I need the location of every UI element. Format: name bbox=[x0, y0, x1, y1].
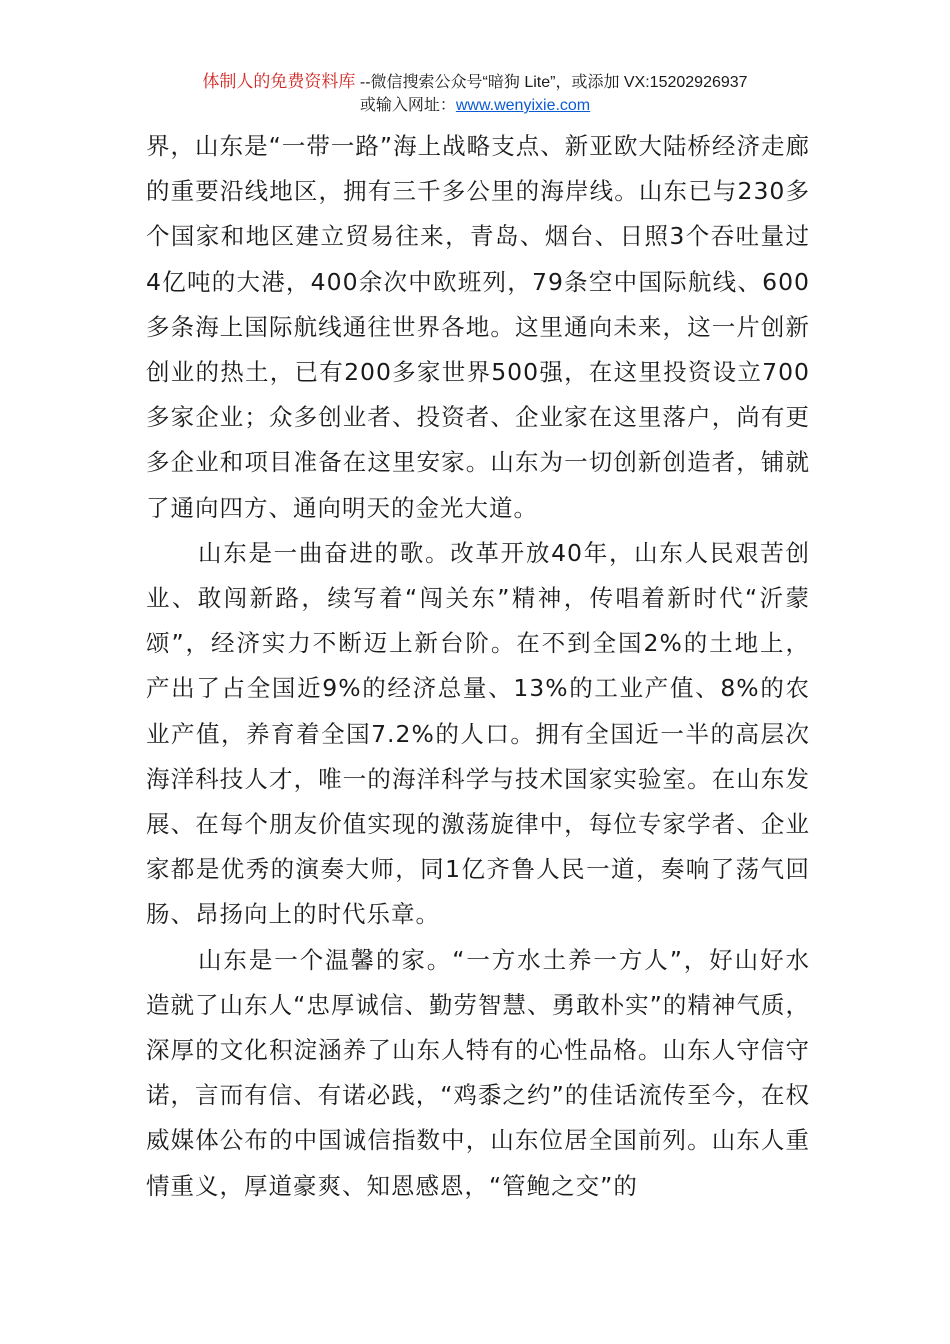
page-header bbox=[0, 70, 950, 117]
header-brand: 体制人的免费资料库 bbox=[202, 72, 356, 91]
header-line-2 bbox=[0, 94, 950, 117]
header-line-1 bbox=[0, 70, 950, 94]
document-body bbox=[146, 124, 810, 1209]
paragraph-3: 山东是一个温馨的家。“一方水土养一方人”，好山好水造就了山东人“忠厚诚信、勤劳智慧、勇敢朴实”的精神气质，深厚的文化积淀涵养了山东人特有的心性品格。山东人守信守诺，言而有信、有诺必践，“鸡黍之约”的佳话流传至今，在权威媒体公布的中国诚信指数中，山东位居全国前列。山东人重情重义，厚道豪爽、知恩感恩，“管鲍之交”的 bbox=[146, 945, 810, 1200]
paragraph-2: 山东是一曲奋进的歌。改革开放40年，山东人民艰苦创业、敢闯新路，续写着“闯关东”精神，传唱着新时代“沂蒙颂”，经济实力不断迈上新台阶。在不到全国2%的土地上，产出了占全国近9%的经济总量、13%的工业产值、8%的农业产值，养育着全国7.2%的人口。拥有全国近一半的高层次海洋科技人才，唯一的海洋科学与技术国家实验室。在山东发展、在每个朋友价值实现的激荡旋律中，每位专家学者、企业家都是优秀的演奏大师，同1亿齐鲁人民一道，奏响了荡气回肠、昂扬向上的时代乐章。 bbox=[146, 538, 810, 929]
header-notice: --微信搜索公众号“暗狗 Lite”，或添加 VX:15202926937 bbox=[355, 74, 748, 91]
header-url-link[interactable]: www.wenyixie.com bbox=[455, 97, 591, 114]
paragraph-1: 界，山东是“一带一路”海上战略支点、新亚欧大陆桥经济走廊的重要沿线地区，拥有三千多公里的海岸线。山东已与230多个国家和地区建立贸易往来，青岛、烟台、日照3个吞吐量过4亿吨的大港，400余次中欧班列，79条空中国际航线、600多条海上国际航线通往世界各地。这里通向未来，这一片创新创业的热土，已有200多家世界500强，在这里投资设立700多家企业；众多创业者、投资者、企业家在这里落户，尚有更多企业和项目准备在这里安家。山东为一切创新创造者，铺就了通向四方、通向明天的金光大道。 bbox=[146, 132, 810, 522]
header-url-prefix: 或输入网址： bbox=[359, 97, 456, 114]
